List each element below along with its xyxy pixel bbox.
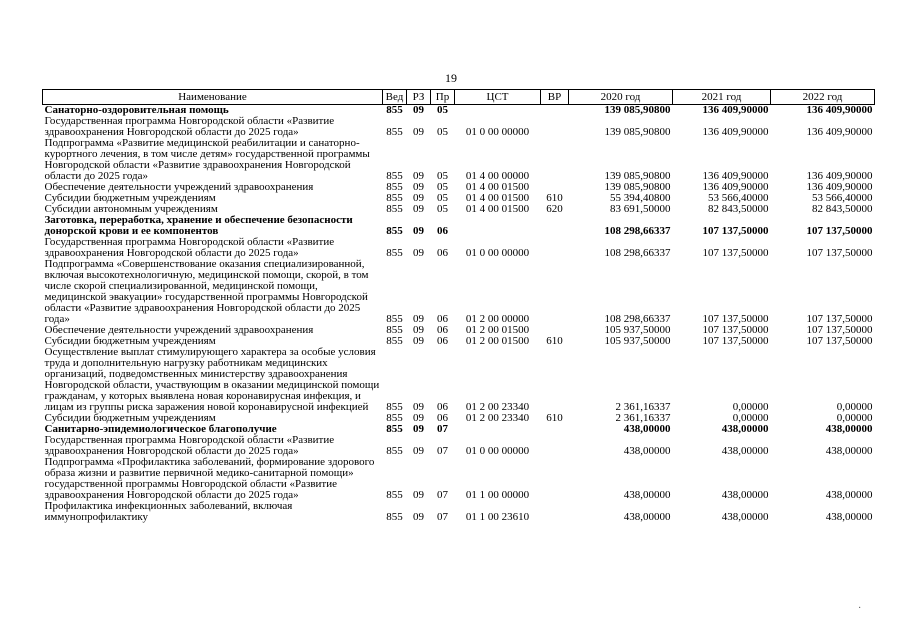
cell-2022: 136 409,90000: [806, 170, 873, 182]
table-row: [43, 215, 875, 237]
cell-cst: 01 2 00 23340: [465, 401, 530, 413]
table-row: [43, 116, 875, 138]
cell-pr: 05: [437, 126, 448, 138]
cell-vr: [541, 116, 569, 138]
cell-2021: 107 137,50000: [702, 313, 769, 325]
cell-2022: 0,00000: [836, 412, 873, 424]
cell-2021: 136 409,90000: [702, 170, 769, 182]
column-header-name: Наименование: [43, 90, 383, 105]
cell-pr: 06: [437, 225, 448, 237]
cell-ved: 855: [386, 225, 403, 237]
cell-rz: 09: [413, 192, 424, 204]
cell-pr: 05: [437, 181, 448, 193]
cell-vr: [541, 237, 569, 259]
cell-pr: 07: [437, 511, 448, 523]
cell-name: Обеспечение деятельности учреждений здравоохранения: [44, 181, 314, 193]
cell-2022: 438,00000: [825, 489, 873, 501]
cell-2021: 438,00000: [721, 445, 769, 457]
column-header-2022: 2022 год: [771, 90, 875, 105]
cell-vr: [541, 424, 569, 435]
cell-2020: 55 394,40800: [610, 192, 671, 204]
cell-name: Профилактика инфекционных заболеваний, включая иммунопрофилактику: [44, 500, 293, 523]
cell-name: Государственная программа Новгородской области «Развитие здравоохранения Новгородской области до 2025 года»: [44, 236, 335, 259]
cell-rz: 09: [413, 401, 424, 413]
cell-ved: 855: [386, 401, 403, 413]
cell-cst: 01 0 00 00000: [465, 445, 530, 457]
cell-2020: 2 361,16337: [615, 412, 671, 424]
column-header-pr: Пр: [431, 90, 455, 105]
cell-ved: 855: [386, 170, 403, 182]
table-body: [43, 105, 875, 524]
scan-mark: ·: [858, 603, 862, 614]
cell-cst: 01 4 00 00000: [465, 170, 530, 182]
cell-2021: 107 137,50000: [702, 324, 769, 336]
cell-name: Санаторно-оздоровительная помощь: [44, 104, 229, 116]
cell-name: Государственная программа Новгородской области «Развитие здравоохранения Новгородской области до 2025 года»: [44, 434, 335, 457]
cell-cst: 01 2 00 23340: [465, 412, 530, 424]
cell-ved: 855: [386, 489, 403, 501]
column-header-rz: РЗ: [407, 90, 431, 105]
cell-2021: 438,00000: [721, 489, 769, 501]
cell-cst: 01 4 00 01500: [465, 203, 530, 215]
cell-rz: 09: [413, 412, 424, 424]
cell-name: Субсидии бюджетным учреждениям: [44, 335, 216, 347]
cell-2020: 83 691,50000: [610, 203, 671, 215]
cell-name: Подпрограмма «Развитие медицинской реабилитации и санаторно-курортного лечения, в том числе детям» государственной программы Новгородской области «Развитие здравоохранения Новгородской области до 2025 года»: [44, 137, 370, 182]
cell-2022: 136 409,90000: [806, 104, 873, 116]
cell-2020: 139 085,90800: [604, 104, 671, 116]
cell-vr: [541, 435, 569, 457]
cell-pr: 06: [437, 247, 448, 259]
cell-2020: 438,00000: [623, 489, 671, 501]
cell-pr: 06: [437, 324, 448, 336]
cell-rz: 09: [413, 225, 424, 237]
cell-cst: 01 1 00 23610: [465, 511, 530, 523]
cell-ved: 855: [386, 247, 403, 259]
cell-ved: 855: [386, 104, 403, 116]
table-row: [43, 259, 875, 325]
cell-pr: 05: [437, 203, 448, 215]
cell-2021: 0,00000: [732, 401, 769, 413]
table-row: [43, 435, 875, 457]
cell-name: Подпрограмма «Профилактика заболеваний, формирование здорового образа жизни и развитие первичной медико-санитарной помощи» государственной программы Новгородской области «Развитие здравоохранения Новгородской области до 2025 года»: [44, 456, 375, 501]
column-header-vr: ВР: [541, 90, 569, 105]
cell-2020: 108 298,66337: [604, 313, 671, 325]
cell-rz: 09: [413, 511, 424, 523]
cell-2021: 136 409,90000: [702, 104, 769, 116]
cell-2022: 107 137,50000: [806, 225, 873, 237]
cell-ved: 855: [386, 412, 403, 424]
cell-vr: 610: [546, 335, 563, 347]
cell-2021: 107 137,50000: [702, 335, 769, 347]
cell-2020: 139 085,90800: [604, 126, 671, 138]
column-header-ved: Вед: [383, 90, 407, 105]
cell-vr: [541, 457, 569, 501]
cell-2020: 105 937,50000: [604, 335, 671, 347]
cell-name: Субсидии бюджетным учреждениям: [44, 192, 216, 204]
cell-name: Санитарно-эпидемиологическое благополучие: [44, 423, 277, 435]
cell-cst: 01 0 00 00000: [465, 247, 530, 259]
cell-2021: 107 137,50000: [702, 225, 769, 237]
cell-pr: 06: [437, 313, 448, 325]
cell-pr: 05: [437, 170, 448, 182]
cell-rz: 09: [413, 313, 424, 325]
cell-cst: [455, 105, 541, 117]
cell-2021: 136 409,90000: [702, 126, 769, 138]
cell-2022: 107 137,50000: [806, 313, 873, 325]
cell-pr: 06: [437, 335, 448, 347]
budget-table: [42, 89, 875, 523]
cell-vr: [541, 347, 569, 413]
cell-name: Подпрограмма «Совершенствование оказания специализированной, включая высокотехнологичную, медицинской помощи, скорой, в том числе скорой специализированной, медицинской помощи, медицинской эвакуации» государственной программы Новгородской области «Развитие здравоохранения Новгородской области до 2025 года»: [44, 258, 369, 325]
cell-name: Государственная программа Новгородской области «Развитие здравоохранения Новгородской области до 2025 года»: [44, 115, 335, 138]
cell-pr: 07: [437, 489, 448, 501]
cell-ved: 855: [386, 192, 403, 204]
cell-cst: 01 2 00 01500: [465, 324, 530, 336]
cell-rz: 09: [413, 170, 424, 182]
cell-2022: 0,00000: [836, 401, 873, 413]
cell-rz: 09: [413, 489, 424, 501]
cell-ved: 855: [386, 445, 403, 457]
cell-2022: 438,00000: [825, 445, 873, 457]
cell-vr: [541, 138, 569, 182]
cell-cst: 01 4 00 01500: [465, 181, 530, 193]
cell-2021: 438,00000: [721, 423, 769, 435]
table-row: [43, 457, 875, 501]
cell-name: Субсидии автономным учреждениям: [44, 203, 218, 215]
cell-ved: 855: [386, 511, 403, 523]
cell-2020: 139 085,90800: [604, 170, 671, 182]
cell-vr: 620: [546, 203, 563, 215]
cell-2022: 438,00000: [825, 423, 873, 435]
cell-vr: [541, 259, 569, 325]
cell-vr: 610: [546, 192, 563, 204]
cell-ved: 855: [386, 126, 403, 138]
cell-pr: 07: [437, 423, 448, 435]
cell-rz: 09: [413, 203, 424, 215]
table-row: [43, 237, 875, 259]
cell-2021: 438,00000: [721, 511, 769, 523]
cell-2022: 53 566,40000: [812, 192, 873, 204]
cell-2020: 105 937,50000: [604, 324, 671, 336]
table-header-row: [43, 90, 875, 105]
cell-rz: 09: [413, 445, 424, 457]
cell-2021: 82 843,50000: [708, 203, 769, 215]
cell-2022: 136 409,90000: [806, 126, 873, 138]
cell-2020: 438,00000: [623, 445, 671, 457]
cell-pr: 05: [437, 192, 448, 204]
cell-vr: 610: [546, 412, 563, 424]
cell-2021: 53 566,40000: [708, 192, 769, 204]
cell-cst: 01 2 00 01500: [465, 335, 530, 347]
cell-2022: 136 409,90000: [806, 181, 873, 193]
cell-2022: 82 843,50000: [812, 203, 873, 215]
cell-2020: 2 361,16337: [615, 401, 671, 413]
cell-name: Обеспечение деятельности учреждений здравоохранения: [44, 324, 314, 336]
cell-rz: 09: [413, 324, 424, 336]
cell-ved: 855: [386, 335, 403, 347]
cell-rz: 09: [413, 126, 424, 138]
cell-ved: 855: [386, 324, 403, 336]
cell-pr: 06: [437, 401, 448, 413]
cell-vr: [541, 215, 569, 237]
cell-ved: 855: [386, 203, 403, 215]
cell-vr: [541, 105, 569, 117]
cell-rz: 09: [413, 423, 424, 435]
cell-2022: 107 137,50000: [806, 247, 873, 259]
cell-name: Осуществление выплат стимулирующего характера за особые условия труда и дополнительную нагрузку работникам медицинских организаций, подведомственных министерству здравоохранения Новгородской области, участвующим в оказании медицинской помощи гражданам, у которых выявлена новая коронавирусная инфекция, и лицам из группы риска заражения новой коронавирусной инфекцией: [44, 346, 380, 413]
cell-rz: 09: [413, 104, 424, 116]
cell-cst: 01 2 00 00000: [465, 313, 530, 325]
cell-2020: 108 298,66337: [604, 225, 671, 237]
table-row: [43, 501, 875, 523]
cell-cst: [455, 424, 541, 435]
cell-pr: 06: [437, 412, 448, 424]
column-header-2020: 2020 год: [569, 90, 673, 105]
cell-2020: 139 085,90800: [604, 181, 671, 193]
cell-cst: 01 1 00 00000: [465, 489, 530, 501]
column-header-2021: 2021 год: [673, 90, 771, 105]
cell-2021: 107 137,50000: [702, 247, 769, 259]
cell-rz: 09: [413, 247, 424, 259]
cell-pr: 05: [437, 104, 448, 116]
cell-name: Заготовка, переработка, хранение и обеспечение безопасности донорской крови и ее компонентов: [44, 214, 353, 237]
cell-pr: 07: [437, 445, 448, 457]
table-row: [43, 138, 875, 182]
cell-cst: 01 0 00 00000: [465, 126, 530, 138]
cell-2022: 107 137,50000: [806, 335, 873, 347]
cell-2022: 107 137,50000: [806, 324, 873, 336]
page-number: 19: [445, 71, 457, 85]
cell-ved: 855: [386, 313, 403, 325]
cell-rz: 09: [413, 335, 424, 347]
cell-2021: 136 409,90000: [702, 181, 769, 193]
cell-2020: 108 298,66337: [604, 247, 671, 259]
cell-vr: [541, 501, 569, 523]
cell-rz: 09: [413, 181, 424, 193]
cell-cst: 01 4 00 01500: [465, 192, 530, 204]
column-header-cst: ЦСТ: [455, 90, 541, 105]
cell-ved: 855: [386, 181, 403, 193]
cell-2020: 438,00000: [623, 511, 671, 523]
table-row: [43, 347, 875, 413]
cell-2022: 438,00000: [825, 511, 873, 523]
cell-name: Субсидии бюджетным учреждениям: [44, 412, 216, 424]
cell-ved: 855: [386, 423, 403, 435]
cell-cst: [455, 215, 541, 237]
cell-2021: 0,00000: [732, 412, 769, 424]
cell-2020: 438,00000: [623, 423, 671, 435]
